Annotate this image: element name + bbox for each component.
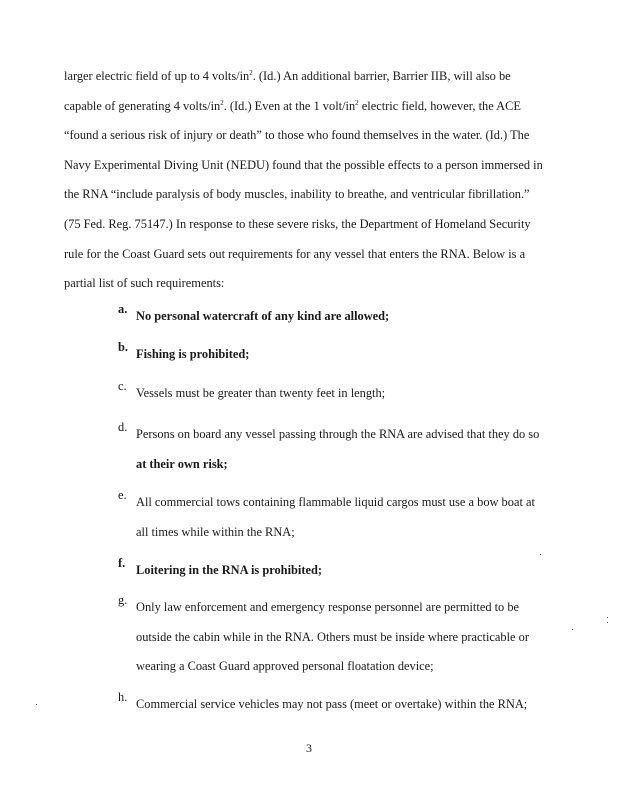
requirement-text-continued: wearing a Coast Guard approved personal floatation device;: [136, 659, 434, 674]
requirement-g: [118, 593, 528, 682]
requirement-text-continued: at their own risk;: [136, 456, 228, 471]
line-text: . (Id.) An additional barrier, Barrier IIB, will also be: [252, 69, 511, 83]
paragraph-line-3: “found a serious risk of injury or death” to those who found themselves in the water. (Id.) The: [64, 128, 530, 143]
list-letter: g.: [118, 593, 128, 607]
requirement-text: All commercial tows containing flammable liquid cargos must use a bow boat at: [136, 495, 535, 509]
requirement-text: Commercial service vehicles may not pass (meet or overtake) within the RNA;: [136, 697, 528, 711]
list-letter: c.: [118, 379, 127, 393]
requirement-f: [118, 556, 528, 586]
requirement-text: Persons on board any vessel passing through the RNA are advised that they do so: [136, 427, 540, 441]
line-text: electric field, however, the ACE: [358, 98, 521, 113]
requirement-c: [118, 379, 528, 409]
superscript: 2: [355, 98, 359, 107]
paragraph-line-2: [64, 92, 554, 122]
paragraph-line-4: Navy Experimental Diving Unit (NEDU) found that the possible effects to a person immersed in: [64, 157, 543, 172]
list-letter: h.: [118, 690, 128, 704]
line-text: capable of generating 4 volts/in: [64, 98, 221, 113]
paragraph-line-6: (75 Fed. Reg. 75147.) In response to these severe risks, the Department of Homeland Security: [64, 216, 531, 231]
list-letter: f.: [118, 556, 126, 570]
requirement-text: Loitering in the RNA is prohibited;: [136, 563, 322, 577]
page-number: 3: [306, 741, 312, 755]
requirement-a: [118, 302, 528, 332]
line-text: . (Id.) Even at the 1 volt/in: [223, 98, 356, 113]
scan-speck: [540, 554, 541, 555]
requirement-text: No personal watercraft of any kind are allowed;: [136, 309, 390, 323]
line-text: larger electric field of up to 4 volts/in: [64, 69, 250, 83]
requirement-b: [118, 340, 528, 370]
requirement-e: [118, 488, 535, 547]
requirement-text-continued: outside the cabin while in the RNA. Others must be inside where practicable or: [136, 629, 529, 644]
scan-speck: [607, 622, 608, 623]
requirement-text-continued: all times while within the RNA;: [136, 524, 295, 539]
scan-speck: [607, 617, 608, 618]
requirement-text: Fishing is prohibited;: [136, 347, 250, 361]
scan-speck: [36, 704, 37, 705]
superscript: 2: [249, 69, 253, 77]
list-letter: a.: [118, 302, 128, 316]
list-letter: d.: [118, 420, 128, 434]
paragraph-line-7: rule for the Coast Guard sets out requirements for any vessel that enters the RNA. Below is a: [64, 246, 526, 261]
requirement-h: [118, 690, 528, 720]
requirement-text: Only law enforcement and emergency response personnel are permitted to be: [136, 600, 520, 614]
paragraph-line-5: the RNA “include paralysis of body muscles, inability to breathe, and ventricular fibrillation.”: [64, 187, 530, 202]
scan-speck: [572, 629, 573, 630]
requirement-text: Vessels must be greater than twenty feet in length;: [136, 386, 386, 400]
requirement-d: [118, 420, 540, 479]
superscript: 2: [220, 98, 224, 107]
list-letter: b.: [118, 340, 128, 354]
paragraph-line-1: [64, 62, 554, 92]
intro-paragraph: [64, 62, 554, 299]
paragraph-line-8: partial list of such requirements:: [64, 276, 225, 291]
list-letter: e.: [118, 488, 127, 502]
